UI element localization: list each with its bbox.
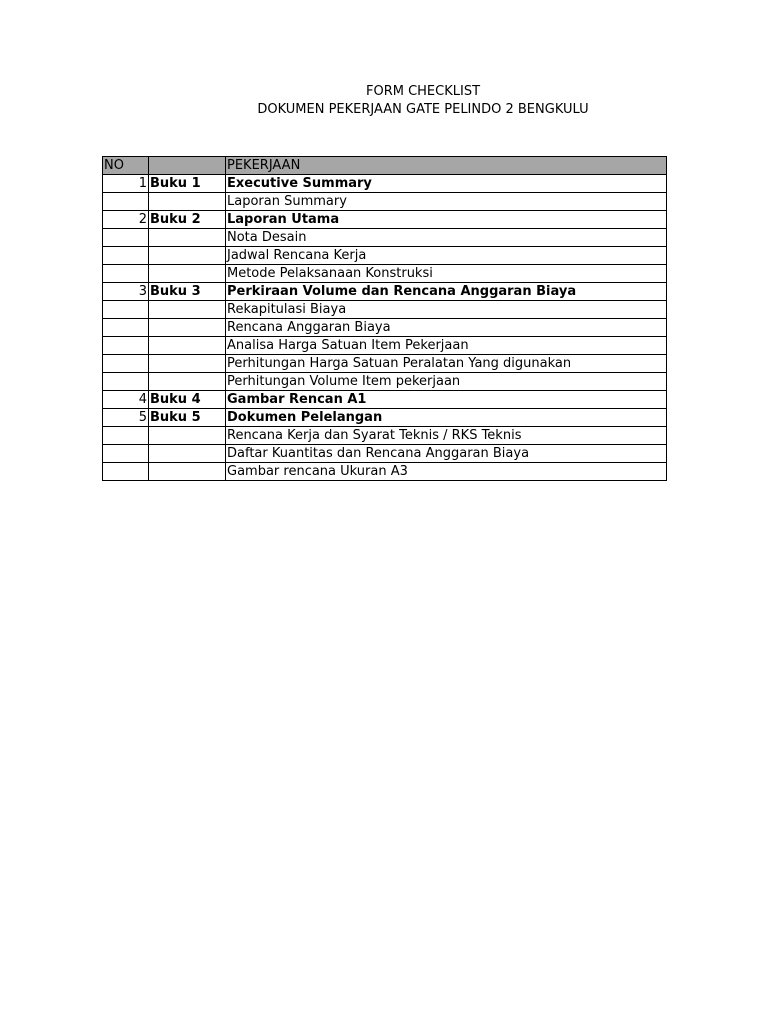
no-cell xyxy=(103,301,149,319)
table-row xyxy=(103,265,667,283)
buku-cell xyxy=(149,247,226,265)
no-cell xyxy=(103,319,149,337)
no-cell: 2 xyxy=(103,211,149,229)
no-cell: 5 xyxy=(103,409,149,427)
document-title: DOKUMEN PEKERJAAN GATE PELINDO 2 BENGKULU xyxy=(257,102,589,117)
no-cell xyxy=(103,445,149,463)
table-row xyxy=(103,193,667,211)
table-header-row xyxy=(103,157,667,175)
buku-cell xyxy=(149,265,226,283)
table-row xyxy=(103,283,667,301)
form-title: FORM CHECKLIST xyxy=(365,84,481,99)
table-row xyxy=(103,175,667,193)
table-row xyxy=(103,337,667,355)
pekerjaan-cell: Nota Desain xyxy=(226,229,667,247)
no-cell xyxy=(103,373,149,391)
table-row xyxy=(103,247,667,265)
no-cell xyxy=(103,337,149,355)
column-header-pekerjaan: PEKERJAAN xyxy=(226,157,667,175)
buku-cell: Buku 2 xyxy=(149,211,226,229)
pekerjaan-cell: Rencana Kerja dan Syarat Teknis / RKS Teknis xyxy=(226,427,667,445)
table-row xyxy=(103,319,667,337)
pekerjaan-cell: Perhitungan Harga Satuan Peralatan Yang digunakan xyxy=(226,355,667,373)
buku-cell: Buku 4 xyxy=(149,391,226,409)
no-cell: 4 xyxy=(103,391,149,409)
buku-cell xyxy=(149,463,226,481)
pekerjaan-cell: Rekapitulasi Biaya xyxy=(226,301,667,319)
buku-cell xyxy=(149,229,226,247)
pekerjaan-cell: Metode Pelaksanaan Konstruksi xyxy=(226,265,667,283)
table-row xyxy=(103,301,667,319)
pekerjaan-cell: Gambar Rencan A1 xyxy=(226,391,667,409)
pekerjaan-cell: Jadwal Rencana Kerja xyxy=(226,247,667,265)
no-cell xyxy=(103,427,149,445)
buku-cell xyxy=(149,373,226,391)
buku-cell xyxy=(149,301,226,319)
pekerjaan-cell: Laporan Utama xyxy=(226,211,667,229)
no-cell xyxy=(103,265,149,283)
buku-cell xyxy=(149,319,226,337)
table-row xyxy=(103,391,667,409)
pekerjaan-cell: Gambar rencana Ukuran A3 xyxy=(226,463,667,481)
buku-cell xyxy=(149,193,226,211)
no-cell xyxy=(103,193,149,211)
table-row xyxy=(103,463,667,481)
table-row xyxy=(103,229,667,247)
table-row xyxy=(103,445,667,463)
table-body xyxy=(103,175,667,481)
buku-cell: Buku 5 xyxy=(149,409,226,427)
no-cell xyxy=(103,247,149,265)
pekerjaan-cell: Executive Summary xyxy=(226,175,667,193)
pekerjaan-cell: Perkiraan Volume dan Rencana Anggaran Biaya xyxy=(226,283,667,301)
buku-cell: Buku 3 xyxy=(149,283,226,301)
table-row xyxy=(103,409,667,427)
pekerjaan-cell: Perhitungan Volume Item pekerjaan xyxy=(226,373,667,391)
pekerjaan-cell: Rencana Anggaran Biaya xyxy=(226,319,667,337)
pekerjaan-cell: Dokumen Pelelangan xyxy=(226,409,667,427)
buku-cell: Buku 1 xyxy=(149,175,226,193)
no-cell: 1 xyxy=(103,175,149,193)
column-header-buku xyxy=(149,157,226,175)
pekerjaan-cell: Daftar Kuantitas dan Rencana Anggaran Biaya xyxy=(226,445,667,463)
no-cell xyxy=(103,229,149,247)
pekerjaan-cell: Analisa Harga Satuan Item Pekerjaan xyxy=(226,337,667,355)
table-row xyxy=(103,355,667,373)
buku-cell xyxy=(149,427,226,445)
table-row xyxy=(103,427,667,445)
table-row xyxy=(103,373,667,391)
checklist-table xyxy=(102,156,667,481)
buku-cell xyxy=(149,355,226,373)
table-row xyxy=(103,211,667,229)
no-cell xyxy=(103,463,149,481)
column-header-no: NO xyxy=(103,157,149,175)
buku-cell xyxy=(149,445,226,463)
pekerjaan-cell: Laporan Summary xyxy=(226,193,667,211)
buku-cell xyxy=(149,337,226,355)
no-cell: 3 xyxy=(103,283,149,301)
no-cell xyxy=(103,355,149,373)
